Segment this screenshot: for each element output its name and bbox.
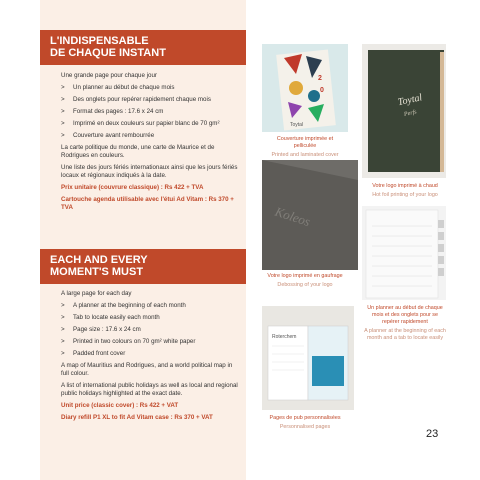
price-line: Diary refill P1 XL to fit Ad Vitam case : Rs 370 + VAT <box>61 414 213 421</box>
caption-hot-foil <box>364 183 446 199</box>
heading-french-line2: DE CHAQUE INSTANT <box>50 47 166 59</box>
price-line: Unit price (classic cover) : Rs 422 + VAT <box>61 402 179 409</box>
caption-ad-pages-fr: Pages de pub personnalisées <box>269 415 341 421</box>
photo-printed-cover <box>262 44 348 132</box>
bullet-item: > Printed in two colours on 70 gm² white paper <box>61 338 241 346</box>
caption-hot-foil-fr: Votre logo imprimé à chaud <box>372 183 438 189</box>
caption-planner <box>364 305 446 342</box>
heading-english <box>40 249 246 284</box>
caption-hot-foil-en: Hot foil printing of your logo <box>372 192 438 198</box>
bullet-item: > Imprimé en deux couleurs sur papier blanc de 70 gm² <box>61 120 241 128</box>
bullet-item: > Tab to locate easily each month <box>61 314 241 322</box>
paragraph: A map of Mauritius and Rodrigues, and a world political map in full colour. <box>61 362 233 377</box>
intro-text: Une grande page pour chaque jour <box>61 72 157 79</box>
paragraph: La carte politique du monde, une carte de Maurice et de Rodrigues en couleurs. <box>61 144 215 159</box>
english-section <box>61 290 241 426</box>
heading-english-line2: MOMENT'S MUST <box>50 266 144 278</box>
french-section <box>61 72 241 216</box>
bullet-item: > Un planner au début de chaque mois <box>61 84 241 92</box>
paragraph: A list of international public holidays as well as local and regional public holidays highlighted at the exact date. <box>61 382 238 397</box>
bullet-item: > Des onglets pour repérer rapidement chaque mois <box>61 96 241 104</box>
intro-text: A large page for each day <box>61 290 132 297</box>
svg-text:2: 2 <box>318 75 322 82</box>
bullet-item: > A planner at the beginning of each month <box>61 302 241 310</box>
foil-sub-text: Perfs <box>403 109 418 118</box>
price-line: Prix unitaire (couvrure classique) : Rs 422 + TVA <box>61 184 204 191</box>
page-number: 23 <box>426 428 439 440</box>
heading-french-line1: L'INDISPENSABLE <box>50 35 149 47</box>
caption-cover <box>265 136 345 159</box>
caption-planner-en: A planner at the beginning of each month and a tab to locate easily <box>364 328 446 341</box>
bullet-item: > Format des pages : 17.6 x 24 cm <box>61 108 241 116</box>
caption-ad-pages-en: Personnalised pages <box>279 424 331 430</box>
photo-hot-foil <box>362 44 446 178</box>
bullet-item: > Page size : 17.6 x 24 cm <box>61 326 241 334</box>
caption-deboss-fr: Votre logo imprimé en gaufrage <box>267 273 343 279</box>
caption-cover-fr: Couverture imprimée et pelliculée <box>276 136 334 149</box>
caption-ad-pages <box>265 415 345 431</box>
price-line: Cartouche agenda utilisable avec l'étui Ad Vitam : Rs 370 + TVA <box>61 196 234 211</box>
bullet-item: > Couverture avant rembourrée <box>61 132 241 140</box>
foil-brand-text: Toytal <box>396 92 424 109</box>
photo-planner <box>362 206 446 300</box>
svg-text:0: 0 <box>320 87 324 94</box>
caption-planner-fr: Un planner au début de chaque mois et des onglets pour se repérer rapidement <box>367 305 443 325</box>
caption-cover-en: Printed and laminated cover <box>271 152 339 158</box>
caption-deboss <box>265 273 345 289</box>
photo-ad-pages <box>262 306 354 410</box>
bullet-item: > Padded front cover <box>61 350 241 358</box>
heading-french <box>40 30 246 65</box>
cover-brand-text: Toytal <box>290 122 304 128</box>
heading-english-line1: EACH AND EVERY <box>50 254 148 266</box>
emboss-brand-text: Koleos <box>273 203 313 230</box>
paragraph: Une liste des jours fériés internationaux ainsi que les jours fériés locaux et régionaux indiqués à la date. <box>61 164 238 179</box>
photo-deboss <box>262 160 358 270</box>
caption-deboss-en: Debossing of your logo <box>277 282 333 288</box>
ads-brand-text: Roterchem <box>272 334 297 340</box>
